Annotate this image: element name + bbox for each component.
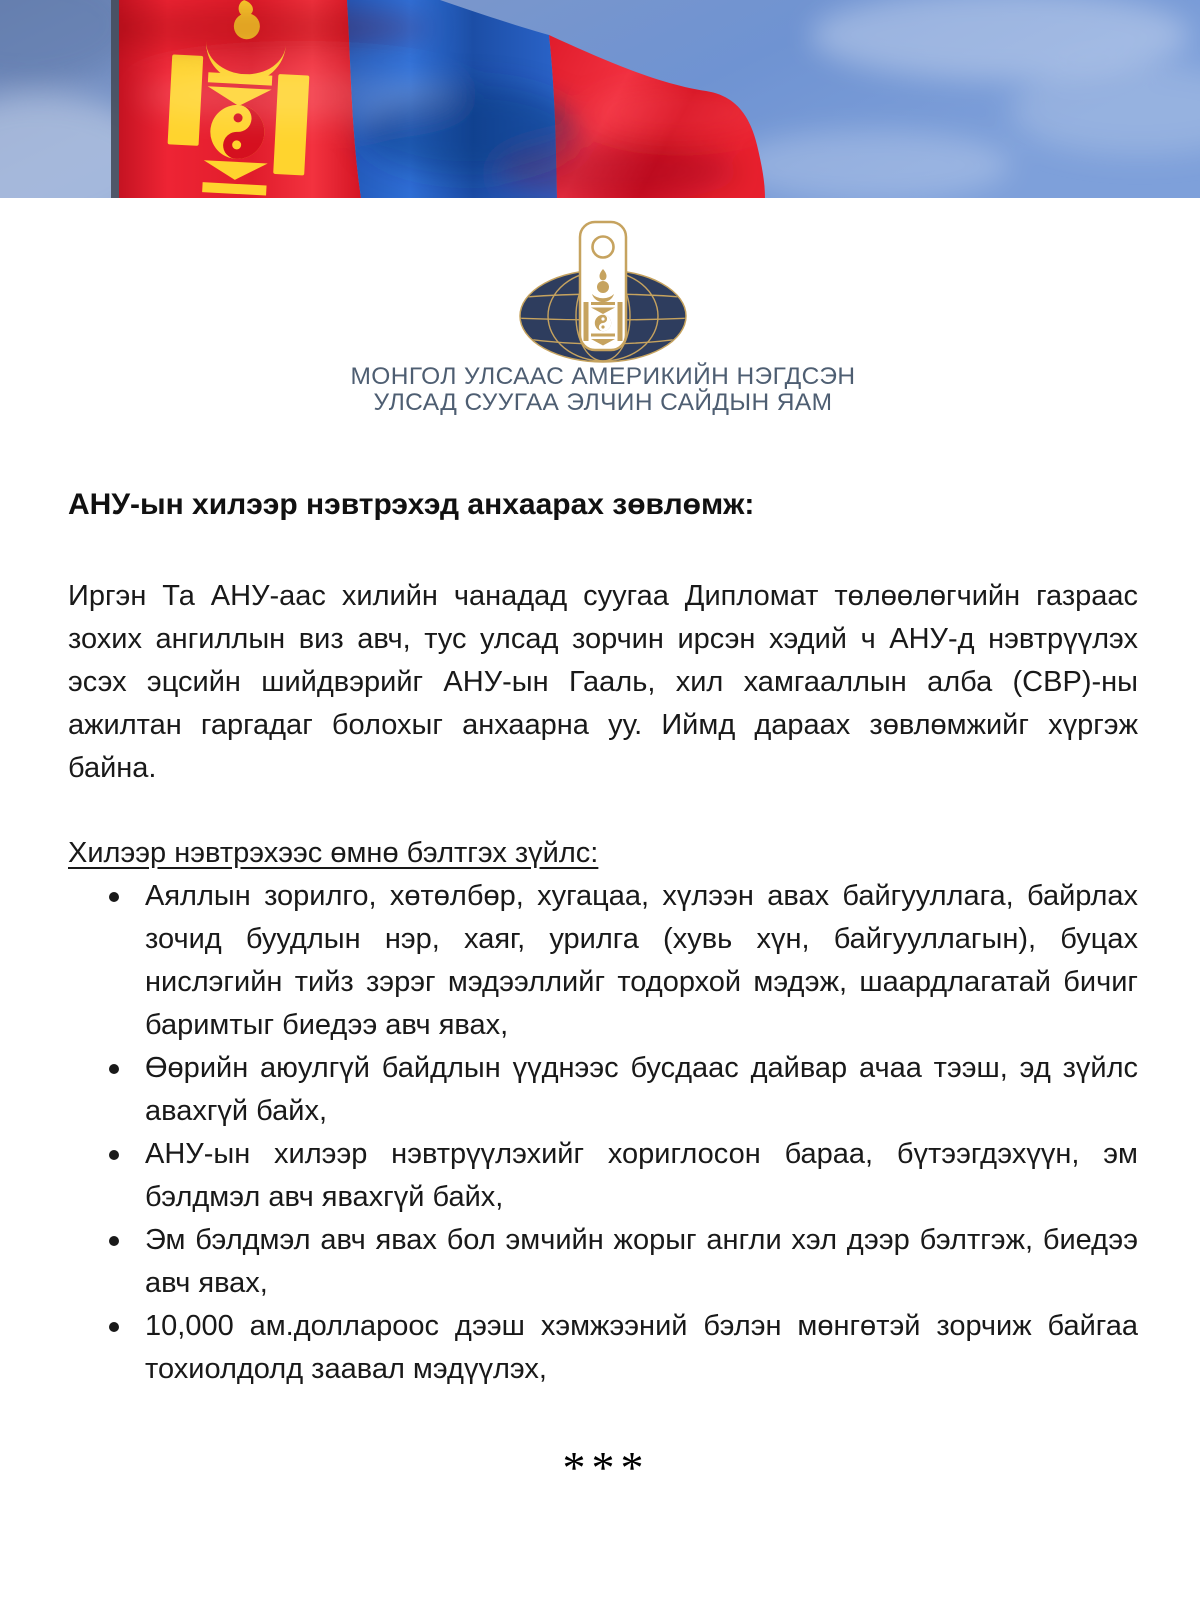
mongolian-flag-image [0, 0, 1200, 198]
document-page [0, 216, 1200, 1493]
embassy-logo-wrap [483, 216, 723, 364]
soyombo-seal-icon [580, 222, 626, 350]
embassy-name-line2: УЛСАД СУУГАА ЭЛЧИН САЙДЫН ЯАМ [373, 388, 833, 416]
embassy-logo [483, 216, 723, 364]
embassy-name [68, 364, 1138, 415]
footer-separator: *** [562, 1442, 650, 1493]
list-item [145, 1133, 1138, 1219]
embassy-name-line1: МОНГОЛ УЛСААС АМЕРИКИЙН НЭГДСЭН [350, 363, 856, 390]
list-item [145, 875, 1138, 1047]
intro-paragraph: Иргэн Та АНУ-аас хилийн чанадад суугаа Дипломат төлөөлөгчийн газраас зохих ангиллын виз авч, тус улсад зорчин ирсэн хэдий ч АНУ-д нэвтрүүлэх эсэх эцсийн шийдвэрийг АНУ-ын Гааль, хил хамгааллын алба (CBP)-ны ажилтан гаргадаг болохыг анхаарна уу. Иймд дараах зөвлөмжийг хүргэж байна. [68, 580, 1138, 784]
list-item [145, 1305, 1138, 1391]
document-title: АНУ-ын хилээр нэвтрэхэд анхаарах зөвлөмж: [68, 488, 755, 521]
flag-photo-header [0, 0, 1200, 198]
flag-pole [111, 0, 119, 198]
list-item-text: Аяллын зорилго, хөтөлбөр, хугацаа, хүлээн авах байгууллага, байрлах зочид буудлын нэр, хаяг, урилга (хувь хүн, байгууллагын), буцах нислэгийн тийз зэрэг мэдээллийг тодорхой мэдэж, шаардлагатай бичиг баримтыг биедээ авч явах, [145, 880, 1138, 1041]
list-item-text: Өөрийн аюулгүй байдлын үүднээс бусдаас дайвар ачаа тээш, эд зүйлс авахгүй байх, [145, 1052, 1138, 1127]
bullet-icon [109, 892, 119, 902]
bullet-icon [109, 1150, 119, 1160]
section-heading: Хилээр нэвтрэхээс өмнө бэлтгэх зүйлс: [68, 837, 599, 869]
list-item-text: Эм бэлдмэл авч явах бол эмчийн жорыг англи хэл дээр бэлтгэж, биедээ авч явах, [145, 1224, 1138, 1299]
preparation-list [68, 875, 1138, 1391]
bullet-icon [109, 1322, 119, 1332]
list-item-text: 10,000 ам.доллароос дээш хэмжээний бэлэн мөнгөтэй зорчиж байгаа тохиолдолд заавал мэдүүлэх, [145, 1310, 1138, 1385]
list-item [145, 1219, 1138, 1305]
bullet-icon [109, 1064, 119, 1074]
list-item-text: АНУ-ын хилээр нэвтрүүлэхийг хориглосон бараа, бүтээгдэхүүн, эм бэлдмэл авч явахгүй байх, [145, 1138, 1138, 1213]
bullet-icon [109, 1236, 119, 1246]
list-item [145, 1047, 1138, 1133]
